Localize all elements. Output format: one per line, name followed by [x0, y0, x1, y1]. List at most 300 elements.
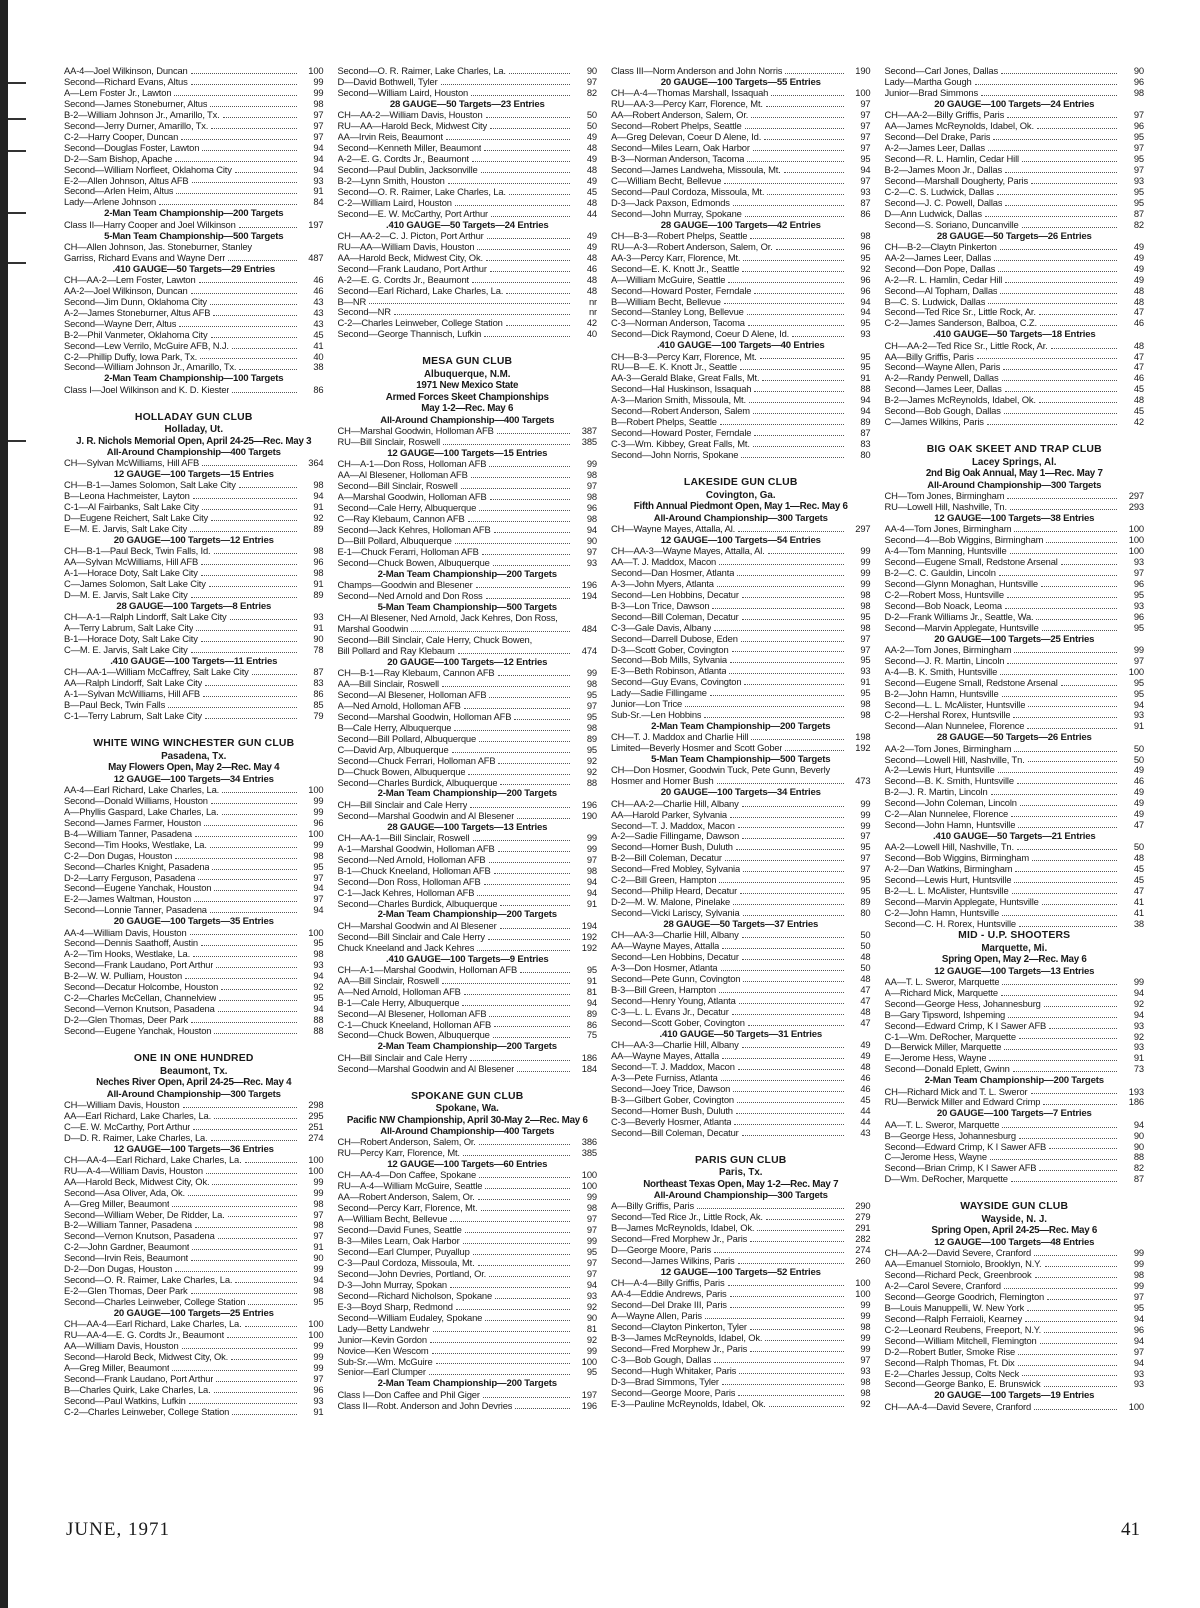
shooter-entry: Second—Chuck Bowen, Albuquerque — [337, 557, 490, 568]
score: 94 — [313, 970, 324, 982]
result-row — [885, 417, 1145, 428]
dot-leader — [1011, 815, 1117, 817]
score: 100 — [308, 1164, 324, 1176]
shooter-entry: Junior—Kevin Gordon — [337, 1334, 427, 1345]
event-heading: 12 GAUGE—100 Targets—34 Entries — [113, 773, 274, 785]
dot-leader — [462, 1004, 570, 1006]
dot-leader — [728, 281, 843, 283]
result-row — [64, 905, 324, 916]
event-heading: .410 GAUGE—50 Targets—31 Entries — [659, 1028, 822, 1040]
score: 93 — [860, 1364, 871, 1376]
dot-leader — [500, 904, 570, 906]
event-heading: All-Around Championship—300 Targets — [927, 479, 1102, 491]
event-heading: 2-Man Team Championship—200 Targets — [924, 1075, 1104, 1087]
result-row — [338, 1236, 598, 1247]
event-heading: .410 GAUGE—50 Targets—24 Entries — [386, 219, 549, 231]
dot-leader — [479, 1176, 570, 1178]
score: 385 — [581, 1147, 597, 1159]
score: 88 — [586, 776, 597, 788]
dot-leader — [742, 270, 843, 272]
score: 87 — [860, 196, 871, 208]
result-row — [611, 1388, 871, 1399]
shooter-entry: A-2—James Stoneburner, Altus AFB — [64, 307, 211, 318]
shooter-entry: B-3—Gilbert Gober, Covington — [611, 1094, 734, 1105]
score: 94 — [1133, 1118, 1144, 1130]
dot-leader — [742, 1046, 844, 1048]
dot-leader — [741, 456, 843, 458]
result-row — [338, 1313, 598, 1324]
event-heading: 20 GAUGE—100 Targets—7 Entries — [936, 1108, 1092, 1120]
score: 86 — [860, 207, 871, 219]
score: 192 — [581, 941, 597, 953]
result-row — [611, 297, 871, 308]
shooter-entry: E-2—James Waltman, Houston — [64, 894, 192, 905]
shooter-entry: A—Phyllis Gaspard, Lake Charles, La. — [64, 806, 219, 817]
result-row — [64, 982, 324, 993]
shooter-entry: AA—Irvin Reis, Beaumont — [337, 131, 443, 142]
shooter-entry: C-2—Phillip Duffy, Iowa Park, Tx. — [64, 351, 198, 362]
dot-leader — [739, 1002, 844, 1004]
score: 98 — [860, 1375, 871, 1387]
shooter-entry: CH—AA-2—Billy Griffis, Paris — [884, 110, 1005, 121]
event-heading: 28 GAUGE—50 Targets—23 Entries — [389, 98, 545, 110]
dot-leader — [191, 651, 297, 653]
score: 97 — [313, 1373, 324, 1385]
score: 97 — [860, 141, 871, 153]
shooter-entry: Second—J. R. Martin, Lincoln — [884, 655, 1005, 666]
shooter-entry: Second—Bob Wiggins, Birmingham — [884, 853, 1030, 864]
result-row — [338, 307, 598, 318]
result-row — [885, 1021, 1145, 1032]
shooter-entry: Second—Brian Crimp, K I Sawer AFB — [884, 1163, 1037, 1174]
shooter-entry: AA-4—Tom Jones, Birmingham — [884, 524, 1012, 535]
result-row — [885, 645, 1145, 656]
result-row — [611, 1300, 871, 1311]
dot-leader — [509, 72, 570, 74]
dot-leader — [1046, 541, 1117, 543]
score: 94 — [586, 1278, 597, 1290]
result-row — [64, 1242, 324, 1253]
result-row — [64, 960, 324, 971]
dot-leader — [738, 530, 843, 532]
event-title: Fifth Annual Piedmont Open, May 1—Rec. May 6 — [633, 501, 848, 513]
result-row — [338, 525, 598, 536]
result-row — [64, 862, 324, 873]
event-heading: 2-Man Team Championship—200 Targets — [377, 909, 557, 921]
score: 99 — [860, 819, 871, 831]
score: 97 — [1133, 141, 1144, 153]
result-row — [885, 1032, 1145, 1043]
dot-leader — [477, 248, 570, 250]
dot-leader — [732, 1013, 844, 1015]
event-heading: 20 GAUGE—100 Targets—12 Entries — [113, 535, 274, 547]
result-row — [338, 426, 598, 437]
result-row — [338, 286, 598, 297]
score: 95 — [586, 688, 597, 700]
result-row — [611, 352, 871, 363]
score: 97 — [860, 120, 871, 132]
dot-leader — [1025, 1320, 1117, 1322]
dot-leader — [1022, 160, 1117, 162]
score: 97 — [1133, 1290, 1144, 1302]
score: 50 — [860, 962, 871, 974]
dot-leader — [998, 270, 1117, 272]
shooter-entry: Second—Bob Noack, Leoma — [884, 600, 1002, 611]
shooter-entry: C-3—Bob Gough, Dallas — [611, 1354, 712, 1365]
result-row — [611, 710, 871, 721]
dot-leader — [742, 596, 844, 598]
result-row — [338, 921, 598, 932]
score: 98 — [313, 545, 324, 557]
score: 100 — [308, 1318, 324, 1330]
result-row — [611, 655, 871, 666]
dot-leader — [720, 423, 844, 425]
shooter-entry: D—M. E. Jarvis, Salt Lake City — [64, 590, 188, 601]
result-row — [64, 1133, 324, 1144]
event-heading: .410 GAUGE—100 Targets—40 Entries — [656, 340, 825, 352]
event-title: 1971 New Mexico State — [416, 380, 519, 392]
score: 197 — [581, 1388, 597, 1400]
result-row — [611, 275, 871, 286]
dot-leader — [432, 1352, 570, 1354]
score: 293 — [1128, 500, 1144, 512]
shooter-entry: E-1—Chuck Ferarri, Holloman AFB — [337, 546, 479, 557]
result-row — [885, 875, 1145, 886]
dot-leader — [473, 1253, 570, 1255]
score: 484 — [581, 622, 597, 634]
event-heading: 28 GAUGE—50 Targets—26 Entries — [936, 230, 1092, 242]
dot-leader — [442, 685, 570, 687]
result-row — [611, 88, 871, 99]
result-row — [885, 656, 1145, 667]
result-row — [64, 165, 324, 176]
dot-leader — [1019, 1137, 1117, 1139]
shooter-entry: Second—Howard Poster, Ferndale — [611, 428, 752, 439]
dot-leader — [486, 116, 570, 118]
result-row — [64, 1111, 324, 1122]
result-row — [611, 110, 871, 121]
score: 80 — [860, 907, 871, 919]
dot-leader — [483, 1396, 570, 1398]
dot-leader — [175, 160, 296, 162]
score: 43 — [313, 306, 324, 318]
result-row — [338, 932, 598, 943]
result-row — [64, 341, 324, 352]
result-row — [885, 209, 1145, 220]
shooter-entry: Second—J. C. Powell, Dallas — [884, 197, 1003, 208]
dot-leader — [520, 971, 570, 973]
score: 46 — [313, 273, 324, 285]
result-row — [64, 362, 324, 373]
dot-leader — [1005, 171, 1117, 173]
result-row — [611, 66, 871, 77]
dot-leader — [463, 1154, 570, 1156]
shooter-entry: Second—Paul Cordoza, Missoula, Mt. — [611, 186, 765, 197]
shooter-entry: Lady—Sadie Fillingame — [611, 688, 707, 699]
score: 93 — [313, 1394, 324, 1406]
shooter-entry: CH—AA-4—David Severe, Cranford — [884, 1401, 1032, 1412]
dot-leader — [685, 705, 843, 707]
team-entry: CH—Don Hosmer, Goodwin Tuck, Pete Gunn, Beverly — [611, 765, 831, 776]
result-row — [338, 1148, 598, 1159]
dot-leader — [494, 531, 570, 533]
dot-leader — [1002, 983, 1117, 985]
dot-leader — [463, 1242, 570, 1244]
score: 89 — [586, 732, 597, 744]
dot-leader — [1049, 1147, 1117, 1149]
shooter-entry: A-3—Marion Smith, Missoula, Mt. — [611, 395, 746, 406]
dot-leader — [1027, 1309, 1117, 1311]
score: 98 — [313, 948, 324, 960]
shooter-entry: A-2—Lewis Hurt, Huntsville — [884, 765, 995, 776]
event-heading: 5-Man Team Championship—500 Targets — [651, 754, 831, 766]
shooter-entry: B—Cale Herry, Albuquerque — [337, 722, 452, 733]
shooter-entry: C-2—William Laird, Houston — [337, 197, 452, 208]
result-row — [885, 154, 1145, 165]
score: 89 — [313, 523, 324, 535]
dot-leader — [1014, 651, 1117, 653]
dot-leader — [193, 955, 296, 957]
dot-leader — [1047, 1298, 1117, 1300]
score: 93 — [586, 1289, 597, 1301]
shooter-entry: Second—Fred Morphew Jr., Paris — [611, 1234, 748, 1245]
event-heading: 12 GAUGE—100 Targets—36 Entries — [113, 1143, 274, 1155]
score: 98 — [313, 849, 324, 861]
dot-leader — [1019, 925, 1117, 927]
shooter-entry: A-2—R. L. Hamlin, Cedar Hill — [884, 274, 1003, 285]
dot-leader — [239, 226, 297, 228]
result-row — [885, 776, 1145, 787]
result-row — [64, 88, 324, 99]
score: 41 — [1133, 896, 1144, 908]
dot-leader — [1007, 662, 1117, 664]
score: 92 — [313, 981, 324, 993]
dot-leader — [1040, 1342, 1117, 1344]
shooter-entry: AA-4—Eddie Andrews, Paris — [611, 1289, 727, 1300]
result-row — [885, 307, 1145, 318]
shooter-entry: A—Lem Foster Jr., Lawton — [64, 87, 172, 98]
score: 364 — [308, 457, 324, 469]
shooter-entry: Second—Bill Sinclair and Cale Herry — [337, 931, 485, 942]
result-row — [338, 1335, 598, 1346]
club-results-block — [64, 412, 324, 723]
score: 42 — [1133, 416, 1144, 428]
binding-mark — [8, 212, 26, 214]
dot-leader — [1018, 826, 1117, 828]
dot-leader — [785, 72, 843, 74]
score: 49 — [1133, 764, 1144, 776]
score: 95 — [1133, 196, 1144, 208]
score: 91 — [1133, 720, 1144, 732]
result-row — [885, 318, 1145, 329]
dot-leader — [486, 597, 570, 599]
score: 97 — [1133, 654, 1144, 666]
score: 93 — [860, 328, 871, 340]
dot-leader — [517, 1070, 570, 1072]
shooter-entry: A—Ned Arnold, Holloman AFB — [337, 986, 461, 997]
dot-leader — [189, 1402, 297, 1404]
shooter-entry: C-3—Norman Anderson, Tacoma — [611, 318, 745, 329]
score: 97 — [860, 109, 871, 121]
shooter-entry: CH—Marshal Goodwin and Al Blesener — [337, 920, 497, 931]
shooter-entry: B-2—W. W. Pulliam, Houston — [64, 971, 183, 982]
score: 97 — [586, 480, 597, 492]
event-heading: 20 GAUGE—100 Targets—34 Entries — [660, 787, 821, 799]
result-row — [611, 699, 871, 710]
club-location: Beaumont, Tx. — [160, 1065, 228, 1077]
result-row — [64, 1352, 324, 1363]
result-row — [885, 341, 1145, 352]
shooter-entry: AA—Harold Parker, Sylvania — [611, 809, 727, 820]
binding-mark — [8, 262, 26, 264]
score: 97 — [586, 1256, 597, 1268]
shooter-entry: Second—Richard Peck, Greenbrook — [884, 1269, 1032, 1280]
club-location: Paris, Tx. — [718, 1167, 763, 1179]
score: 49 — [586, 240, 597, 252]
score: 97 — [860, 98, 871, 110]
dot-leader — [232, 347, 297, 349]
event-heading: .410 GAUGE—50 Targets—21 Entries — [933, 831, 1096, 843]
score: nr — [588, 295, 597, 307]
dot-leader — [1004, 1048, 1117, 1050]
result-row — [338, 811, 598, 822]
score: 79 — [313, 710, 324, 722]
shooter-entry: Second—Hugh Whitaker, Paris — [611, 1365, 737, 1376]
score: 98 — [586, 677, 597, 689]
result-row — [611, 1234, 871, 1245]
dot-leader — [442, 982, 570, 984]
result-row — [64, 513, 324, 524]
score: 96 — [586, 501, 597, 513]
dot-leader — [488, 938, 570, 940]
shooter-entry: AA-2—James Leer, Dallas — [884, 252, 991, 263]
shooter-entry: Senior—Earl Clumper — [337, 1367, 426, 1378]
dot-leader — [201, 944, 297, 946]
result-row — [611, 209, 871, 220]
result-row — [64, 220, 324, 231]
result-row — [885, 1402, 1145, 1413]
club-name: MID - U.P. SHOOTERS — [958, 930, 1071, 942]
score: 94 — [586, 996, 597, 1008]
shooter-entry: Second—Fred Morphew Jr., Paris — [611, 1343, 748, 1354]
score: 49 — [586, 130, 597, 142]
shooter-entry: Second—Bill Coleman, Decatur — [611, 1127, 739, 1138]
result-row — [885, 765, 1145, 776]
dot-leader — [712, 607, 843, 609]
result-row — [885, 110, 1145, 121]
dot-leader — [742, 936, 844, 938]
shooter-entry: D—David Bothwell, Tyler — [337, 76, 438, 87]
event-heading: All-Around Championship—300 Targets — [653, 512, 828, 524]
event-title: Neches River Open, April 24-25—Rec. May 4 — [96, 1077, 292, 1089]
result-row — [64, 1297, 324, 1308]
score: 100 — [581, 1169, 597, 1181]
score: 274 — [308, 1131, 324, 1143]
shooter-entry: CH—B-2—Claytn Pinkerton — [884, 241, 997, 252]
result-row — [885, 264, 1145, 275]
score: 97 — [860, 852, 871, 864]
score: 487 — [308, 251, 324, 263]
score: 387 — [581, 425, 597, 437]
event-heading: All-Around Championship—300 Targets — [106, 1088, 281, 1100]
dot-leader — [739, 1372, 843, 1374]
result-row — [338, 1214, 598, 1225]
result-row — [64, 176, 324, 187]
shooter-entry: Second—C. H. Rorex, Huntsville — [884, 919, 1016, 930]
shooter-entry: Second—John Devries, Portland, Or. — [337, 1268, 487, 1279]
dot-leader — [1034, 1408, 1117, 1410]
score: 80 — [860, 449, 871, 461]
dot-leader — [977, 357, 1117, 359]
shooter-entry: Second—Edward Crimp, K I Sawer AFB — [884, 1141, 1047, 1152]
shooter-entry: Second—James Farmer, Houston — [64, 817, 202, 828]
shooter-entry: Second—Homer Bush, Duluth — [611, 842, 733, 853]
score: 98 — [1133, 86, 1144, 98]
dot-leader — [232, 391, 296, 393]
shooter-entry: Second—Irvin Reis, Beaumont — [64, 1253, 189, 1264]
result-row — [611, 590, 871, 601]
shooter-entry: AA—Robert Anderson, Salem, Or. — [337, 1192, 475, 1203]
shooter-entry: D—Eugene Reichert, Salt Lake City — [64, 513, 209, 524]
shooter-entry: CH—Richard Mick and T. L. Sweror — [884, 1086, 1028, 1097]
results-column — [64, 66, 324, 1521]
shooter-entry: A-2—Dan Watkins, Birmingham — [884, 864, 1013, 875]
score: 97 — [313, 108, 324, 120]
shooter-entry: A-2—Carol Severe, Cranford — [884, 1280, 1001, 1291]
dot-leader — [232, 1413, 296, 1415]
score: 82 — [1133, 218, 1144, 230]
shooter-entry: Second—Miles Learn, Oak Harbor — [611, 142, 750, 153]
result-row — [64, 491, 324, 502]
dot-leader — [736, 1112, 844, 1114]
score: 93 — [313, 611, 324, 623]
dot-leader — [748, 1024, 844, 1026]
score: 97 — [860, 632, 871, 644]
score: 93 — [860, 665, 871, 677]
score: 93 — [860, 185, 871, 197]
club-results-block — [338, 66, 598, 340]
shooter-entry: Limited—Beverly Hosmer and Scott Gober — [611, 743, 783, 754]
dot-leader — [736, 848, 844, 850]
dot-leader — [721, 969, 844, 971]
dot-leader — [192, 1248, 296, 1250]
dot-leader — [1039, 401, 1117, 403]
event-heading: .410 GAUGE—100 Targets—9 Entries — [386, 953, 549, 965]
shooter-entry: D—Wm. DeRocher, Marquette — [884, 1174, 1008, 1185]
score: 49 — [1133, 797, 1144, 809]
result-row — [64, 1363, 324, 1374]
shooter-entry: CH—AA-2—C. J. Picton, Port Arthur — [337, 230, 484, 241]
shooter-entry: B—Charles Quirk, Lake Charles, La. — [64, 1385, 211, 1396]
score: 94 — [313, 152, 324, 164]
dot-leader — [485, 1319, 570, 1321]
club-results-block — [611, 66, 871, 461]
shooter-entry: C-2—Hershal Rorex, Huntsville — [884, 710, 1011, 721]
score: 100 — [581, 1180, 597, 1192]
shooter-entry: AA-3—Percy Karr, Florence, Mt. — [611, 252, 741, 263]
dot-leader — [484, 883, 570, 885]
result-row — [338, 187, 598, 198]
score: 94 — [313, 1274, 324, 1286]
shooter-entry: C-2—Charles Leinweber, College Station — [337, 318, 503, 329]
shooter-entry: C-2—Charles Leinweber, College Station — [64, 1406, 230, 1417]
dot-leader — [193, 497, 297, 499]
shooter-entry: Second—E. W. McCarthy, Port Arthur — [337, 208, 489, 219]
dot-leader — [760, 357, 844, 359]
dot-leader — [515, 1407, 570, 1409]
result-row — [885, 121, 1145, 132]
dot-leader — [210, 303, 297, 305]
